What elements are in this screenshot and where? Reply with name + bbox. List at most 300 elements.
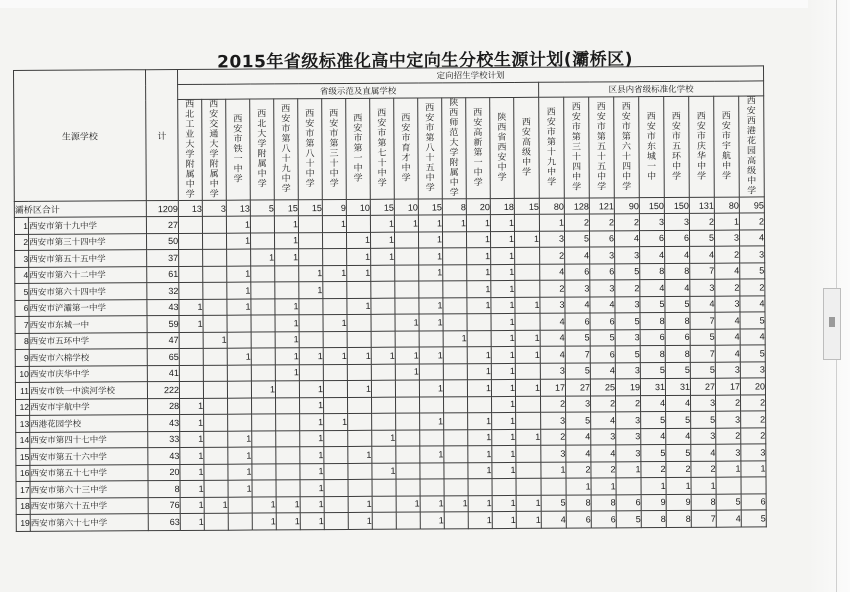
quota-cell: 2 <box>715 246 740 263</box>
quota-cell: 17 <box>540 379 565 396</box>
summary-cell: 15 <box>514 198 539 214</box>
target-school-header <box>714 96 740 197</box>
quota-cell <box>252 463 276 480</box>
quota-cell: 7 <box>690 345 715 362</box>
quota-cell <box>443 281 467 298</box>
quota-cell: 8 <box>665 312 690 329</box>
quota-cell: 3 <box>591 428 616 445</box>
quota-cell <box>276 397 300 414</box>
quota-cell <box>444 479 468 496</box>
target-school-header <box>178 99 203 200</box>
quota-cell: 1 <box>419 248 443 265</box>
quota-cell: 3 <box>616 412 641 429</box>
quota-cell: 5 <box>741 510 766 527</box>
target-school-header <box>442 98 467 199</box>
quota-cell: 5 <box>740 345 765 362</box>
quota-cell <box>396 446 420 463</box>
quota-cell <box>371 364 395 381</box>
quota-cell: 5 <box>565 230 590 247</box>
quota-cell: 5 <box>641 412 666 429</box>
quota-cell <box>395 331 419 348</box>
quota-cell: 1 <box>275 232 299 249</box>
quota-cell: 4 <box>665 279 690 296</box>
quota-cell: 31 <box>665 378 690 395</box>
quota-cell: 3 <box>691 428 716 445</box>
quota-cell: 1 <box>300 513 324 530</box>
quota-cell: 6 <box>591 511 616 528</box>
quota-cell: 3 <box>590 280 615 297</box>
quota-cell: 1 <box>515 330 540 347</box>
quota-cell <box>468 479 492 496</box>
quota-cell: 1 <box>419 297 443 314</box>
quota-cell: 5 <box>691 411 716 428</box>
row-total: 222 <box>147 381 179 398</box>
quota-cell: 1 <box>492 412 516 429</box>
quota-cell: 2 <box>591 395 616 412</box>
quota-cell: 5 <box>641 445 666 462</box>
quota-cell <box>179 348 203 365</box>
target-school-name: 西北工业大学附属中学 <box>185 99 195 200</box>
table-row <box>16 510 766 531</box>
quota-cell <box>204 447 228 464</box>
quota-cell <box>492 478 516 495</box>
quota-cell <box>204 480 228 497</box>
row-index: 16 <box>16 465 30 482</box>
quota-cell: 1 <box>666 477 691 494</box>
row-index: 1 <box>14 217 28 234</box>
target-school-header <box>370 98 395 199</box>
quota-cell: 17 <box>715 378 740 395</box>
quota-cell <box>276 480 300 497</box>
quota-cell: 9 <box>666 494 691 511</box>
quota-cell <box>468 396 492 413</box>
quota-cell: 3 <box>715 230 740 247</box>
quota-cell: 1 <box>539 214 564 231</box>
quota-cell: 4 <box>666 428 691 445</box>
quota-cell: 5 <box>665 362 690 379</box>
quota-cell: 4 <box>640 247 665 264</box>
quota-cell: 2 <box>716 428 741 445</box>
quota-cell: 1 <box>395 364 419 381</box>
quota-cell: 2 <box>741 427 766 444</box>
quota-cell: 1 <box>228 464 252 481</box>
quota-cell: 3 <box>664 213 689 230</box>
quota-cell: 1 <box>276 513 300 530</box>
quota-cell: 3 <box>740 246 765 263</box>
quota-cell: 1 <box>180 414 204 431</box>
quota-cell: 1 <box>228 480 252 497</box>
quota-cell: 4 <box>565 296 590 313</box>
quota-cell: 1 <box>348 446 372 463</box>
quota-cell: 1 <box>468 462 492 479</box>
quota-cell: 2 <box>541 429 566 446</box>
target-school-name: 西安市第一中学 <box>353 113 363 184</box>
quota-cell <box>251 282 275 299</box>
quota-cell: 1 <box>516 495 541 512</box>
quota-cell <box>251 331 275 348</box>
quota-cell: 1 <box>515 297 540 314</box>
summary-cell: 13 <box>178 200 202 216</box>
quota-cell: 1 <box>419 314 443 331</box>
document-sheet <box>13 65 767 531</box>
quota-cell: 1 <box>348 512 372 529</box>
target-school-header <box>739 96 765 197</box>
quota-cell: 1 <box>226 216 250 233</box>
quota-cell: 3 <box>716 444 741 461</box>
quota-cell <box>515 247 540 264</box>
quota-cell: 5 <box>590 329 615 346</box>
summary-cell: 13 <box>226 200 250 216</box>
target-school-header <box>689 96 715 197</box>
quota-cell: 1 <box>371 347 395 364</box>
quota-cell: 1 <box>467 231 491 248</box>
quota-cell <box>276 430 300 447</box>
row-total: 43 <box>148 414 180 431</box>
quota-cell <box>179 249 203 266</box>
source-school-header: 生源学校 <box>14 70 147 202</box>
target-school-header <box>322 98 347 199</box>
quota-cell <box>203 315 227 332</box>
quota-cell: 3 <box>715 296 740 313</box>
quota-cell <box>275 265 299 282</box>
quota-cell <box>299 249 323 266</box>
quota-cell <box>396 413 420 430</box>
target-school-name: 西安市第七十中学 <box>377 108 387 189</box>
quota-cell <box>443 380 467 397</box>
quota-cell: 3 <box>540 297 565 314</box>
quota-cell: 1 <box>300 447 324 464</box>
target-school-header <box>274 99 299 200</box>
provincial-group-header: 省级示范及直属学校 <box>178 82 539 99</box>
quota-cell: 1 <box>516 429 541 446</box>
quota-cell <box>203 233 227 250</box>
row-total: 63 <box>148 513 180 530</box>
source-school-name: 西安市第三十四中学 <box>29 233 147 250</box>
quota-cell <box>252 430 276 447</box>
quota-cell: 1 <box>274 216 298 233</box>
quota-cell: 1 <box>396 496 420 513</box>
quota-cell: 1 <box>299 265 323 282</box>
quota-cell: 1 <box>541 462 566 479</box>
summary-cell: 15 <box>274 200 298 216</box>
quota-cell <box>443 248 467 265</box>
quota-cell: 1 <box>371 248 395 265</box>
row-index: 17 <box>16 481 30 498</box>
source-school-name: 西安市第五十六中学 <box>30 448 148 465</box>
quota-cell <box>395 281 419 298</box>
row-index: 9 <box>15 349 29 366</box>
quota-cell <box>395 265 419 282</box>
quota-cell: 6 <box>640 329 665 346</box>
quota-cell: 1 <box>420 413 444 430</box>
row-index: 8 <box>15 333 29 350</box>
quota-cell: 1 <box>275 249 299 266</box>
quota-cell <box>323 232 347 249</box>
target-school-name: 西安市铁一中学 <box>233 114 243 185</box>
quota-cell: 1 <box>491 379 515 396</box>
quota-cell: 1 <box>395 314 419 331</box>
quota-cell: 1 <box>491 231 515 248</box>
quota-cell: 1 <box>641 478 666 495</box>
quota-cell: 6 <box>590 263 615 280</box>
quota-cell <box>251 232 275 249</box>
quota-cell: 1 <box>347 298 371 315</box>
quota-cell: 2 <box>715 279 740 296</box>
quota-cell <box>396 512 420 529</box>
row-total: 20 <box>148 464 180 481</box>
quota-cell: 1 <box>466 215 490 232</box>
quota-cell: 1 <box>299 348 323 365</box>
quota-cell <box>444 512 468 529</box>
quota-cell: 1 <box>180 497 204 514</box>
target-school-name: 陕西师范大学附属中学 <box>449 98 459 199</box>
quota-cell <box>276 414 300 431</box>
quota-cell: 5 <box>565 362 590 379</box>
row-total: 27 <box>146 216 178 233</box>
quota-cell <box>371 281 395 298</box>
quota-cell <box>443 314 467 331</box>
quota-cell <box>227 315 251 332</box>
summary-cell: 131 <box>689 197 714 213</box>
quota-cell <box>251 348 275 365</box>
quota-cell: 1 <box>371 232 395 249</box>
quota-cell: 1 <box>372 463 396 480</box>
quota-cell <box>251 298 275 315</box>
quota-cell: 5 <box>716 494 741 511</box>
quota-cell <box>228 398 252 415</box>
quota-cell <box>444 446 468 463</box>
quota-cell: 1 <box>180 464 204 481</box>
source-school-name: 西安市第六十四中学 <box>29 283 147 300</box>
quota-cell <box>252 397 276 414</box>
quota-cell: 1 <box>179 299 203 316</box>
quota-cell <box>227 381 251 398</box>
quota-cell: 3 <box>541 412 566 429</box>
quota-cell <box>396 397 420 414</box>
quota-cell <box>204 414 228 431</box>
quota-cell <box>179 266 203 283</box>
quota-cell: 6 <box>741 493 766 510</box>
quota-cell <box>275 381 299 398</box>
quota-cell: 2 <box>541 396 566 413</box>
quota-cell: 4 <box>716 510 741 527</box>
quota-cell <box>324 463 348 480</box>
quota-cell: 1 <box>251 381 275 398</box>
quota-cell <box>420 429 444 446</box>
quota-cell: 7 <box>691 510 716 527</box>
quota-cell: 1 <box>467 248 491 265</box>
quota-cell: 5 <box>565 329 590 346</box>
quota-cell: 4 <box>691 444 716 461</box>
quota-cell: 1 <box>300 496 324 513</box>
quota-cell <box>323 331 347 348</box>
quota-cell <box>323 380 347 397</box>
quota-cell <box>515 264 540 281</box>
quota-cell <box>420 479 444 496</box>
summary-cell: 15 <box>370 199 394 215</box>
source-school-name: 西安市第五十五中学 <box>29 250 147 267</box>
target-school-header <box>664 96 690 197</box>
quota-cell: 5 <box>616 511 641 528</box>
quota-cell: 9 <box>641 494 666 511</box>
quota-cell: 4 <box>690 246 715 263</box>
quota-cell: 1 <box>468 413 492 430</box>
quota-cell <box>203 381 227 398</box>
quota-cell: 3 <box>740 361 765 378</box>
quota-cell: 8 <box>665 345 690 362</box>
quota-cell: 3 <box>741 444 766 461</box>
quota-cell: 5 <box>740 262 765 279</box>
quota-cell <box>178 216 202 233</box>
quota-cell <box>348 397 372 414</box>
quota-cell <box>348 463 372 480</box>
quota-cell: 4 <box>740 328 765 345</box>
quota-cell: 25 <box>590 379 615 396</box>
quota-cell: 2 <box>616 395 641 412</box>
quota-cell: 2 <box>614 214 639 231</box>
quota-cell: 8 <box>641 511 666 528</box>
clip-hole <box>829 317 835 327</box>
quota-cell <box>541 478 566 495</box>
quota-cell: 8 <box>691 494 716 511</box>
row-total: 28 <box>148 398 180 415</box>
source-school-name: 西安市东城一中 <box>29 316 147 333</box>
quota-cell: 1 <box>227 266 251 283</box>
quota-cell: 3 <box>691 395 716 412</box>
quota-cell: 1 <box>180 431 204 448</box>
total-header: 计 <box>146 69 179 200</box>
quota-cell: 3 <box>615 296 640 313</box>
quota-cell: 6 <box>616 494 641 511</box>
target-school-name: 西安市五环中学 <box>671 111 682 182</box>
quota-cell <box>203 299 227 316</box>
summary-cell: 5 <box>250 200 274 216</box>
quota-cell: 5 <box>541 495 566 512</box>
quota-cell: 1 <box>420 446 444 463</box>
quota-cell <box>444 413 468 430</box>
quota-cell <box>348 413 372 430</box>
quota-cell <box>443 231 467 248</box>
quota-cell <box>323 364 347 381</box>
quota-cell: 1 <box>419 347 443 364</box>
quota-cell <box>396 430 420 447</box>
row-index: 2 <box>15 234 29 251</box>
quota-cell: 1 <box>228 431 252 448</box>
row-index: 6 <box>15 300 29 317</box>
quota-cell <box>371 265 395 282</box>
row-total: 41 <box>147 365 179 382</box>
quota-cell: 1 <box>591 478 616 495</box>
quota-cell: 19 <box>615 379 640 396</box>
target-school-name: 西安市第六十四中学 <box>621 102 632 193</box>
quota-cell <box>299 331 323 348</box>
quota-cell <box>204 464 228 481</box>
quota-cell: 2 <box>691 461 716 478</box>
summary-cell: 20 <box>466 199 490 215</box>
quota-cell: 1 <box>716 461 741 478</box>
row-total: 50 <box>147 233 179 250</box>
target-school-header <box>614 97 640 198</box>
quota-cell: 1 <box>275 331 299 348</box>
quota-cell <box>228 414 252 431</box>
source-school-name: 西安市第十九中学 <box>28 217 146 234</box>
quota-cell: 4 <box>715 329 740 346</box>
quota-cell <box>395 248 419 265</box>
row-index: 7 <box>15 316 29 333</box>
target-school-header <box>564 97 590 198</box>
source-school-name: 西安市第六十七中学 <box>30 514 148 531</box>
quota-cell: 1 <box>300 480 324 497</box>
target-school-header <box>226 99 251 200</box>
row-index: 5 <box>15 283 29 300</box>
quota-cell <box>716 477 741 494</box>
quota-cell: 8 <box>640 263 665 280</box>
quota-cell: 1 <box>468 495 492 512</box>
row-index: 15 <box>16 448 30 465</box>
row-total: 32 <box>147 282 179 299</box>
quota-cell: 1 <box>420 512 444 529</box>
quota-cell: 1 <box>252 513 276 530</box>
quota-cell: 4 <box>541 511 566 528</box>
quota-cell: 4 <box>540 330 565 347</box>
quota-cell <box>203 348 227 365</box>
quota-cell: 5 <box>690 329 715 346</box>
quota-cell: 1 <box>323 314 347 331</box>
plan-group-header: 定向招生学校计划 <box>178 66 764 85</box>
quota-cell: 1 <box>180 447 204 464</box>
quota-cell <box>395 298 419 315</box>
quota-cell: 5 <box>740 312 765 329</box>
target-school-header <box>514 97 540 198</box>
quota-cell: 2 <box>689 213 714 230</box>
quota-cell: 1 <box>180 513 204 530</box>
source-school-name: 西安市第六十二中学 <box>29 266 147 283</box>
quota-cell: 1 <box>179 315 203 332</box>
quota-cell <box>203 249 227 266</box>
quota-cell: 4 <box>615 230 640 247</box>
quota-cell <box>419 281 443 298</box>
quota-cell: 1 <box>490 214 514 231</box>
quota-cell: 1 <box>299 381 323 398</box>
quota-cell <box>251 265 275 282</box>
quota-cell <box>616 478 641 495</box>
quota-cell: 1 <box>491 280 515 297</box>
quota-cell: 1 <box>442 215 466 232</box>
quota-cell: 1 <box>492 495 516 512</box>
quota-cell <box>203 282 227 299</box>
quota-cell <box>323 298 347 315</box>
quota-cell: 1 <box>515 346 540 363</box>
quota-cell <box>420 396 444 413</box>
quota-cell: 1 <box>467 264 491 281</box>
row-total: 59 <box>147 315 179 332</box>
enrollment-plan-table <box>13 65 767 531</box>
summary-cell: 150 <box>639 198 664 214</box>
row-total: 37 <box>147 249 179 266</box>
quota-cell: 1 <box>180 480 204 497</box>
summary-label: 灞桥区合计 <box>14 201 146 218</box>
row-index: 10 <box>15 366 29 383</box>
quota-cell: 5 <box>665 296 690 313</box>
quota-cell: 5 <box>690 230 715 247</box>
target-school-name: 西安市第八十九中学 <box>281 104 291 195</box>
quota-cell: 3 <box>615 362 640 379</box>
quota-cell: 1 <box>252 496 276 513</box>
source-school-name: 西安市第六十五中学 <box>30 497 148 514</box>
quota-cell: 1 <box>372 430 396 447</box>
quota-cell <box>419 330 443 347</box>
quota-cell: 1 <box>203 332 227 349</box>
